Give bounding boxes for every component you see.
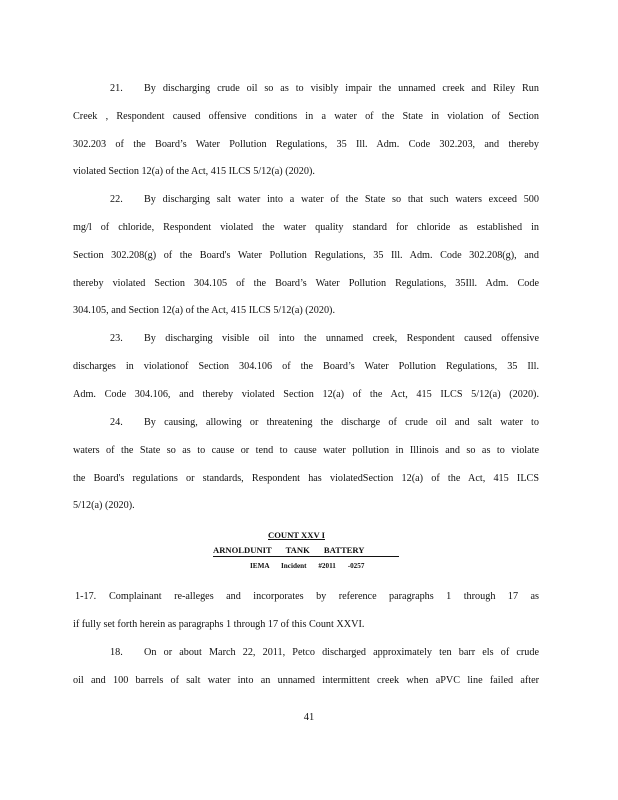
paragraph-1-17-line-2: if fully set forth herein as paragraphs 1 through 17 of this Count XXVI. (73, 619, 365, 630)
paragraph-23-line-1: 23. By discharging visible oil into the unnamed creek, Respondent caused offensive (110, 333, 539, 344)
count-heading-subtitle: ARNOLDUNIT TANK BATTERY (213, 545, 399, 557)
paragraph-22-line-3: Section 302.208(g) of the Board's Water Pollution Regulations, 35 Ill. Adm. Code 302.208(g), and (73, 250, 539, 261)
paragraph-number: 24. (110, 417, 123, 428)
paragraph-number: 1-17. (75, 591, 97, 602)
paragraph-24-line-2: waters of the State so as to cause or tend to cause water pollution in Illinois and so as to violate (73, 445, 539, 456)
paragraph-number: 18. (110, 647, 123, 658)
paragraph-22-line-1: 22. By discharging salt water into a water of the State so that such waters exceed 500 (110, 194, 539, 205)
paragraph-18-line-1: 18. On or about March 22, 2011, Petco discharged approximately ten barr els of crude (110, 647, 539, 658)
paragraph-24-line-3: the Board's regulations or standards, Respondent has violatedSection 12(a) of the Act, 415 ILCS (73, 473, 539, 484)
count-heading-title: COUNT XXV I (268, 530, 325, 540)
paragraph-22-line-2: mg/l of chloride, Respondent violated the water quality standard for chloride as established in (73, 222, 539, 233)
paragraph-21-line-4: violated Section 12(a) of the Act, 415 ILCS 5/12(a) (2020). (73, 166, 315, 177)
paragraph-18-line-2: oil and 100 barrels of salt water into an unnamed intermittent creek when aPVC line failed after (73, 675, 539, 686)
page-number: 41 (303, 712, 315, 723)
paragraph-number: 21. (110, 83, 123, 94)
paragraph-23-line-2: discharges in violationof Section 304.106 of the Board’s Water Pollution Regulations, 35 Ill. (73, 361, 539, 372)
paragraph-22-line-4: thereby violated Section 304.105 of the Board’s Water Pollution Regulations, 35Ill. Adm. Code (73, 278, 539, 289)
paragraph-number: 22. (110, 194, 123, 205)
paragraph-21-line-3: 302.203 of the Board’s Water Pollution Regulations, 35 Ill. Adm. Code 302.203, and thereby (73, 139, 539, 150)
paragraph-23-line-3: Adm. Code 304.106, and thereby violated Section 12(a) of the Act, 415 ILCS 5/12(a) (2020). (73, 389, 539, 400)
paragraph-number: 23. (110, 333, 123, 344)
paragraph-24-line-1: 24. By causing, allowing or threatening the discharge of crude oil and salt water to (110, 417, 539, 428)
paragraph-22-line-5: 304.105, and Section 12(a) of the Act, 415 ILCS 5/12(a) (2020). (73, 305, 335, 316)
paragraph-21-line-2: Creek , Respondent caused offensive conditions in a water of the State in violation of Section (73, 111, 539, 122)
paragraph-24-line-4: 5/12(a) (2020). (73, 500, 135, 511)
paragraph-21-line-1: 21. By discharging crude oil so as to visibly impair the unnamed creek and Riley Run (110, 83, 539, 94)
paragraph-1-17-line-1: 1-17. Complainant re-alleges and incorporates by reference paragraphs 1 through 17 as (75, 591, 539, 602)
count-heading-incident: IEMA Incident #2011 -0257 (250, 562, 365, 570)
